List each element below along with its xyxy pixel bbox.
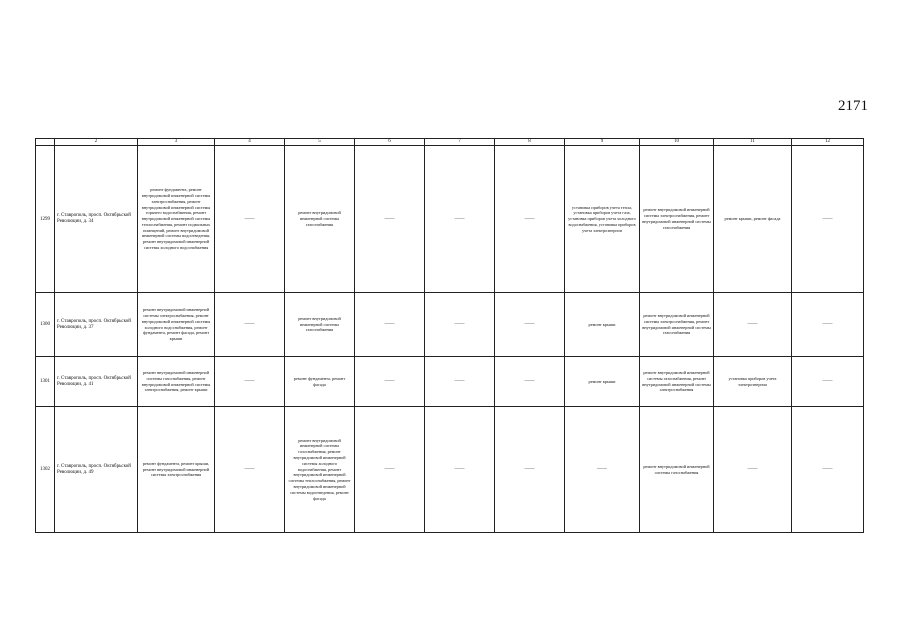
work-cell-8: —— [495, 407, 565, 533]
row-number: 1301 [36, 357, 55, 407]
column-header: 3 [138, 139, 215, 146]
header-row [36, 139, 864, 146]
work-cell-11: —— [714, 407, 792, 533]
work-cell-7: —— [425, 146, 495, 293]
work-cell-10: ремонт внутридомовой инженерной системы газоснабжения, ремонт внутридомовой инженерной системы электроснабжения [640, 357, 714, 407]
work-cell-6: —— [355, 357, 425, 407]
work-cell-8: —— [495, 357, 565, 407]
work-cell-10: ремонт внутридомовой инженерной системы электроснабжения, ремонт внутридомовой инженерной системы газоснабжения [640, 293, 714, 357]
column-header: 7 [425, 139, 495, 146]
row-number: 1299 [36, 146, 55, 293]
column-header: 10 [640, 139, 714, 146]
work-cell-4: —— [215, 293, 285, 357]
table-row [36, 293, 864, 357]
column-header: 6 [355, 139, 425, 146]
address-cell: г. Ставрополь, просп. Октябрьской Революции, д. 34 [55, 146, 138, 293]
column-header: 5 [285, 139, 355, 146]
work-cell-11: установка приборов учета электроэнергии [714, 357, 792, 407]
column-header: 2 [55, 139, 138, 146]
work-cell-3: ремонт фундамента, ремонт внутридомовой инженерной системы электроснабжения, ремонт внутридомовой инженерной системы горячего водоснабжения, ремонт внутридомовой инженерной системы теплоснабжения, ремонт подвальных помещений, ремонт внутридомовой инженерной системы водоотведения, ремонт внутридомовой инженерной системы холодного водоснабжения [138, 146, 215, 293]
column-header: 8 [495, 139, 565, 146]
address-cell: г. Ставрополь, просп. Октябрьской Революции, д. 49 [55, 407, 138, 533]
work-cell-3: ремонт внутридомовой инженерной системы газоснабжения, ремонт внутридомовой инженерной системы электроснабжения, ремонт крыши [138, 357, 215, 407]
work-cell-8: —— [495, 293, 565, 357]
work-cell-9: ремонт крыши [565, 357, 640, 407]
work-cell-12: —— [792, 407, 864, 533]
work-cell-5: ремонт внутридомовой инженерной системы газоснабжения [285, 146, 355, 293]
row-number: 1300 [36, 293, 55, 357]
work-cell-12: —— [792, 293, 864, 357]
repair-schedule-table [35, 138, 864, 533]
work-cell-5: ремонт внутридомовой инженерной системы газоснабжения, ремонт внутридомовой инженерной системы холодного водоснабжения, ремонт внутридомовой инженерной системы теплоснабжения, ремонт внутридомовой инженерной системы водоотведения, ремонт фасада [285, 407, 355, 533]
work-cell-8: —— [495, 146, 565, 293]
work-cell-4: —— [215, 146, 285, 293]
work-cell-7: —— [425, 407, 495, 533]
work-cell-9: ремонт крыши [565, 293, 640, 357]
work-cell-12: —— [792, 146, 864, 293]
table-row [36, 357, 864, 407]
work-cell-4: —— [215, 357, 285, 407]
work-cell-7: —— [425, 293, 495, 357]
work-cell-6: —— [355, 146, 425, 293]
address-cell: г. Ставрополь, просп. Октябрьской Революции, д. 37 [55, 293, 138, 357]
work-cell-11: —— [714, 293, 792, 357]
column-header [36, 139, 55, 146]
work-cell-5: ремонт внутридомовой инженерной системы газоснабжения [285, 293, 355, 357]
work-cell-9: —— [565, 407, 640, 533]
address-cell: г. Ставрополь, просп. Октябрьской Революции, д. 41 [55, 357, 138, 407]
work-cell-9: установка приборов учета тепла, установка приборов учета газа, установка приборов учета холодного водоснабжения, установка приборов учета электроэнергии [565, 146, 640, 293]
work-cell-11: ремонт крыши, ремонт фасада [714, 146, 792, 293]
row-number: 1302 [36, 407, 55, 533]
column-header: 12 [792, 139, 864, 146]
work-cell-4: —— [215, 407, 285, 533]
work-cell-10: ремонт внутридомовой инженерной системы электроснабжения, ремонт внутридомовой инженерной системы газоснабжения [640, 146, 714, 293]
work-cell-12: —— [792, 357, 864, 407]
work-cell-3: ремонт внутридомовой инженерной системы электроснабжения, ремонт внутридомовой инженерной системы холодного водоснабжения, ремонт фундамента, ремонт фасада, ремонт крыши [138, 293, 215, 357]
work-cell-6: —— [355, 407, 425, 533]
work-cell-6: —— [355, 293, 425, 357]
column-header: 11 [714, 139, 792, 146]
page-number: 2171 [838, 98, 868, 114]
column-header: 4 [215, 139, 285, 146]
table-row [36, 407, 864, 533]
work-cell-7: —— [425, 357, 495, 407]
table-row [36, 146, 864, 293]
work-cell-5: ремонт фундамента, ремонт фасада [285, 357, 355, 407]
work-cell-10: ремонт внутридомовой инженерной системы газоснабжения [640, 407, 714, 533]
column-header: 9 [565, 139, 640, 146]
work-cell-3: ремонт фундамента, ремонт крыши, ремонт внутридомовой инженерной системы электроснабжения [138, 407, 215, 533]
